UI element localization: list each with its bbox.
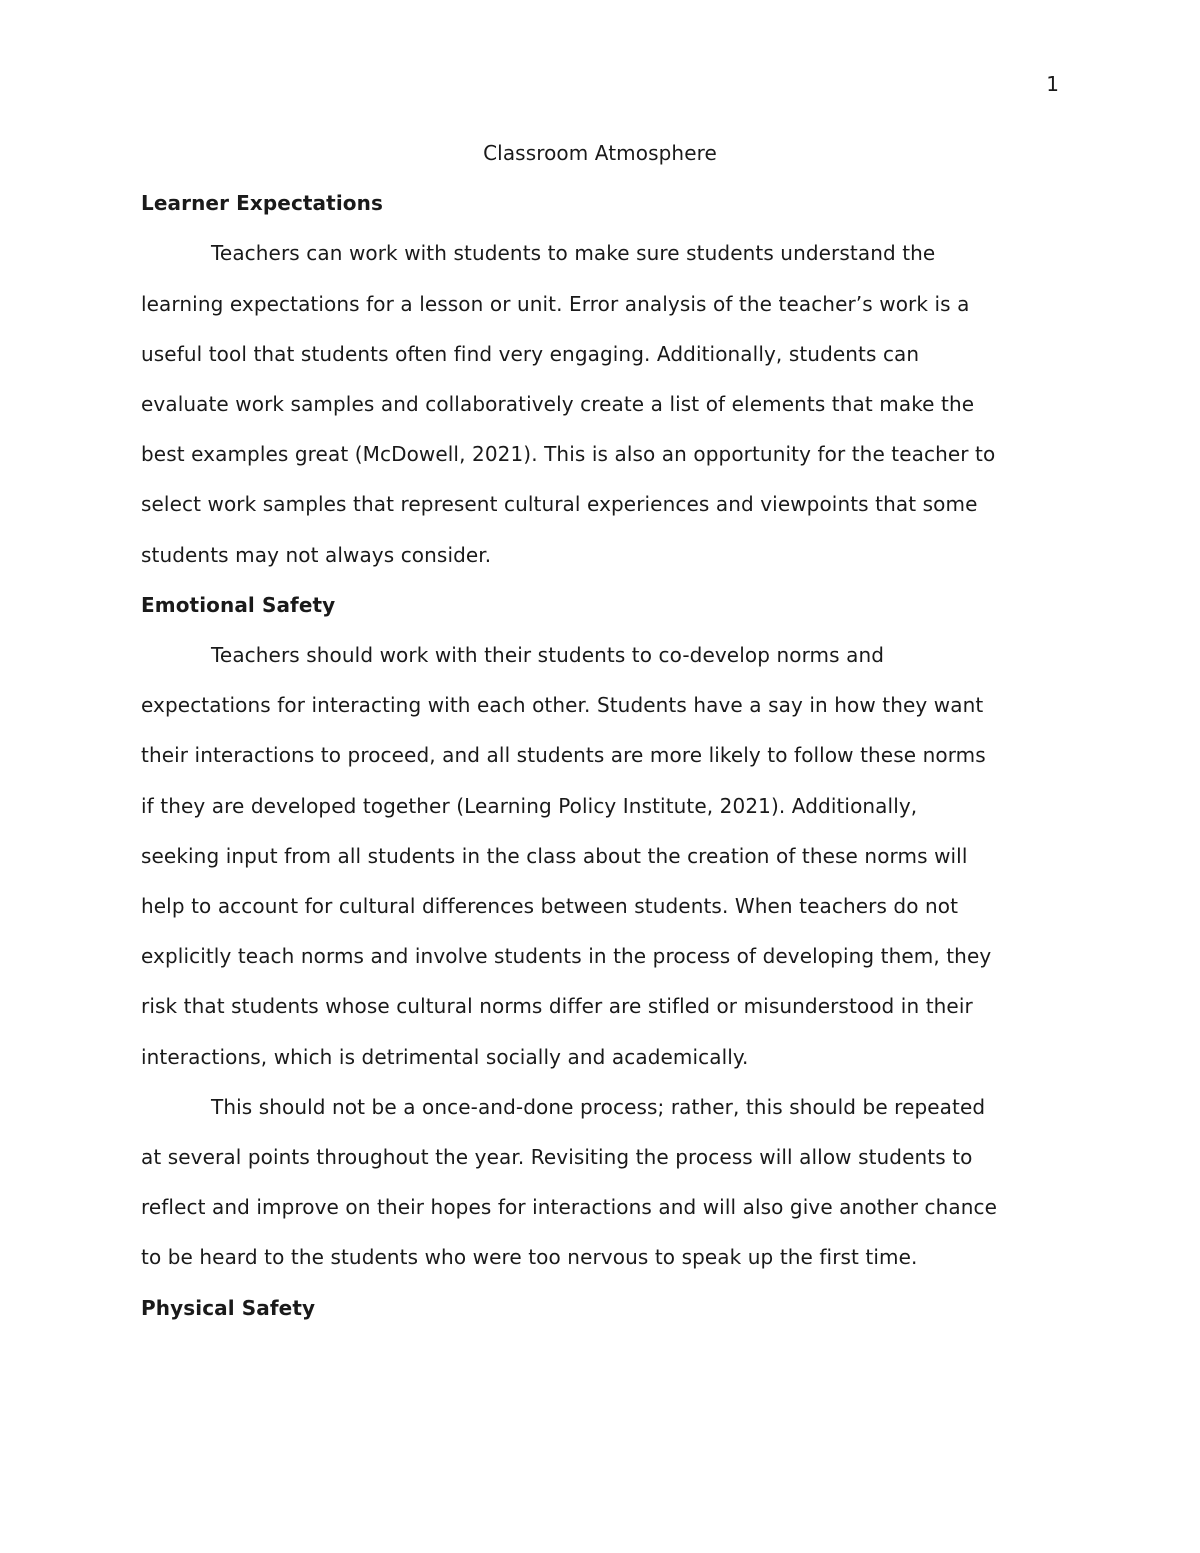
section-heading-physical-safety: Physical Safety [141,1295,316,1320]
page-number: 1 [1046,72,1059,96]
document-title: Classroom Atmosphere [483,141,717,165]
section-heading-emotional-safety: Emotional Safety [141,592,336,617]
paragraph: Teachers should work with their students to co-develop norms and expectations for interacting with each other. Students have a say in how they want their interactions to proceed, and all students are more likely to follow these norms if they are developed together (Learning Policy Institute, 2021). Additionally, seeking input from all students in the class about the creation of these norms will help to account for cultural differences between students. When teachers do not explicitly teach norms and involve students in the process of developing them, they risk that students whose cultural norms differ are stifled or misunderstood in their interactions, which is detrimental socially and academically. [141,643,992,1069]
paragraph: Teachers can work with students to make sure students understand the learning expectations for a lesson or unit. Error analysis of the teacher’s work is a useful tool that students often find very engaging. Additionally, students can evaluate work samples and collaboratively create a list of elements that make the best examples great (McDowell, 2021). This is also an opportunity for the teacher to select work samples that represent cultural experiences and viewpoints that some students may not always consider. [141,241,996,567]
paragraph: This should not be a once-and-done process; rather, this should be repeated at several points throughout the year. Revisiting the process will allow students to reflect and improve on their hopes for interactions and will also give another chance to be heard to the students who were too nervous to speak up the first time. [141,1094,998,1270]
document-body [141,128,1059,1333]
section-heading-learner-expectations: Learner Expectations [141,191,383,216]
